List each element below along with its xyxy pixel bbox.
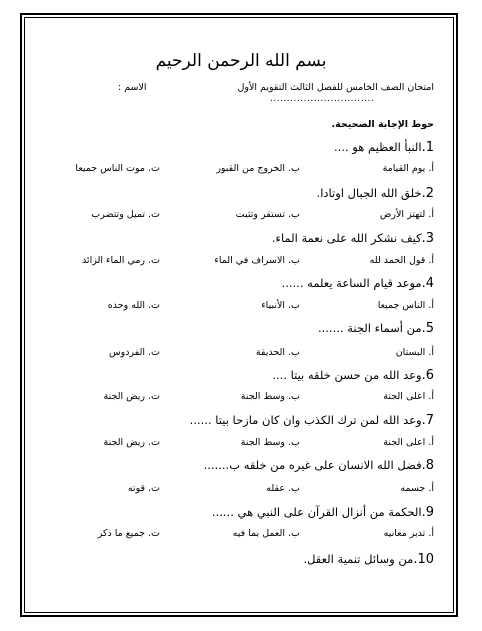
question-text: وعد الله لمن ترك الكذب وان كان مازحا بيتا ...... <box>189 413 422 427</box>
q8-option-a[interactable]: أ. جسمه <box>400 483 434 494</box>
question-text: موعد قيام الساعة يعلمه ...... <box>281 276 422 290</box>
q9-option-c[interactable]: ت. جميع ما ذكر <box>97 528 160 539</box>
q4-option-a[interactable]: أ. الناس جميعا <box>377 300 434 311</box>
q2-option-a[interactable]: أ. لتهتز الأرض <box>379 209 434 220</box>
question-4 <box>282 275 434 292</box>
q4-option-c[interactable]: ت. الله وحده <box>107 300 160 311</box>
q6-option-a[interactable]: أ. اعلى الجنة <box>383 391 434 402</box>
question-number: 4. <box>421 276 434 291</box>
q7-option-b[interactable]: ب. وسط الجنة <box>240 437 300 448</box>
question-text: خلق الله الجبال اوتادا. <box>316 186 422 200</box>
q2-option-c[interactable]: ت. تميل وتتضرب <box>91 209 160 220</box>
question-2 <box>317 185 434 202</box>
question-number: 10. <box>413 552 434 567</box>
q6-option-c[interactable]: ت. ريض الجنة <box>103 391 160 402</box>
q5-option-b[interactable]: ب. الحديقة <box>255 347 300 358</box>
q8-option-b[interactable]: ب. عقله <box>266 483 300 494</box>
question-number: 3. <box>421 231 434 246</box>
question-number: 8. <box>421 458 434 473</box>
q6-option-b[interactable]: ب. وسط الجنة <box>240 391 300 402</box>
instruction: حوط الإجابة الصحيحة. <box>331 119 434 130</box>
question-text: الحكمة من أنزال القرآن على النبي هي ...... <box>211 505 422 519</box>
q9-option-a[interactable]: أ. تدبر معانيه <box>383 528 434 539</box>
q5-option-a[interactable]: أ. البستان <box>395 347 434 358</box>
q8-option-c[interactable]: ت. قوته <box>127 483 160 494</box>
question-text: من وسائل تنمية العقل. <box>303 552 414 566</box>
q3-option-a[interactable]: أ. قول الحمد لله <box>369 255 434 266</box>
basmala-heading: بسم الله الرحمن الرحيم <box>155 51 327 71</box>
exam-title: امتحان الصف الخامس للفصل الثالث التقويم الأول <box>237 82 434 93</box>
q1-option-b[interactable]: ب. الخروج من القبور <box>216 163 300 174</box>
name-field[interactable]: ............................... <box>270 94 375 104</box>
question-text: وعد الله من حسن خلقه بيتا .... <box>272 368 422 382</box>
question-1 <box>334 139 434 156</box>
question-number: 2. <box>421 186 434 201</box>
q7-option-a[interactable]: أ. اعلى الجنة <box>383 437 434 448</box>
q7-option-c[interactable]: ت. ريض الجنة <box>103 437 160 448</box>
q3-option-c[interactable]: ت. رمي الماء الزائد <box>81 255 160 266</box>
q9-option-b[interactable]: ب. العمل بما فيه <box>232 528 300 539</box>
question-6 <box>272 367 434 384</box>
question-8 <box>204 457 434 474</box>
name-label: الاسم : <box>118 82 147 93</box>
question-9 <box>212 504 434 521</box>
question-5 <box>318 320 434 337</box>
q2-option-b[interactable]: ب. تستقر وتثبت <box>235 209 300 220</box>
q3-option-b[interactable]: ب. الاسراف في الماء <box>214 255 300 266</box>
q1-option-c[interactable]: ت. موت الناس جميعا <box>75 163 160 174</box>
question-number: 1. <box>421 140 434 155</box>
question-number: 5. <box>421 321 434 336</box>
question-text: فضل الله الانسان على غيره من خلقه ب....... <box>203 458 422 472</box>
question-number: 9. <box>421 505 434 520</box>
question-7 <box>190 412 434 429</box>
question-number: 6. <box>421 368 434 383</box>
question-text: النبأ العظيم هو .... <box>334 140 422 154</box>
question-3 <box>272 230 434 247</box>
q4-option-b[interactable]: ب. الأنبياء <box>261 300 300 311</box>
page-border-inner <box>24 17 454 613</box>
question-number: 7. <box>421 413 434 428</box>
q5-option-c[interactable]: ت. الفردوس <box>109 347 160 358</box>
question-text: من أسماء الجنة ....... <box>317 321 422 335</box>
q1-option-a[interactable]: أ. يوم القيامة <box>382 163 434 174</box>
question-10 <box>303 551 434 568</box>
question-text: كيف نشكر الله على نعمة الماء. <box>271 231 422 245</box>
